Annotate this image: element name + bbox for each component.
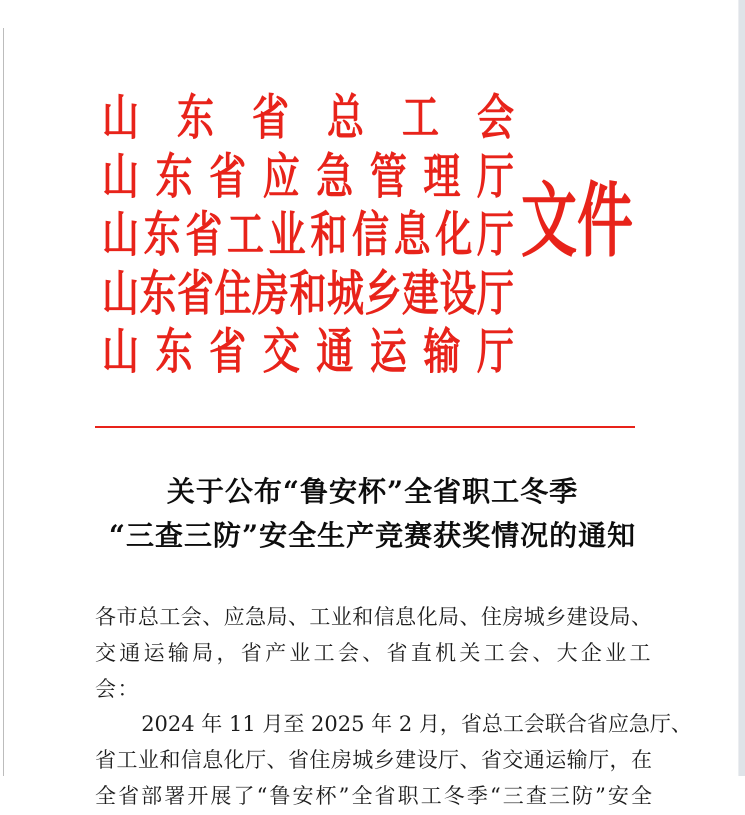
org-name-line-3: 山东省工业和信息化厅 bbox=[102, 205, 514, 263]
body-line-5: 全省部署开展了“鲁安杯”全省职工冬季“三查三防”安全 bbox=[95, 783, 652, 808]
document-type-label: 文件 bbox=[521, 173, 633, 270]
body-line-4: 省工业和信息化厅、省住房城乡建设厅、省交通运输厅，在 bbox=[95, 748, 652, 773]
org-name-line-4: 山东省住房和城乡建设厅 bbox=[102, 263, 514, 322]
title-line-1: 关于公布“鲁安杯”全省职工冬季 bbox=[166, 475, 579, 508]
document-body bbox=[95, 600, 692, 815]
document-title bbox=[40, 470, 705, 558]
page-left-edge-line bbox=[3, 28, 4, 776]
body-line-3: 2024 年 11 月至 2025 年 2 月，省总工会联合省应急厅、 bbox=[141, 712, 692, 737]
body-line-2: 交通运输局，省产业工会、省直机关工会、大企业工会： bbox=[95, 640, 652, 701]
org-name-line-2: 山东省应急管理厅 bbox=[102, 146, 514, 205]
title-line-2: “三查三防”安全生产竞赛获奖情况的通知 bbox=[108, 519, 637, 552]
letterhead bbox=[102, 88, 514, 381]
page-right-edge-strip bbox=[738, 0, 745, 776]
org-name-line-1: 山东省总工会 bbox=[102, 88, 514, 146]
body-line-1: 各市总工会、应急局、工业和信息化局、住房城乡建设局、 bbox=[95, 605, 652, 629]
org-name-line-5: 山东省交通运输厅 bbox=[102, 322, 514, 380]
red-divider-line bbox=[95, 426, 635, 428]
